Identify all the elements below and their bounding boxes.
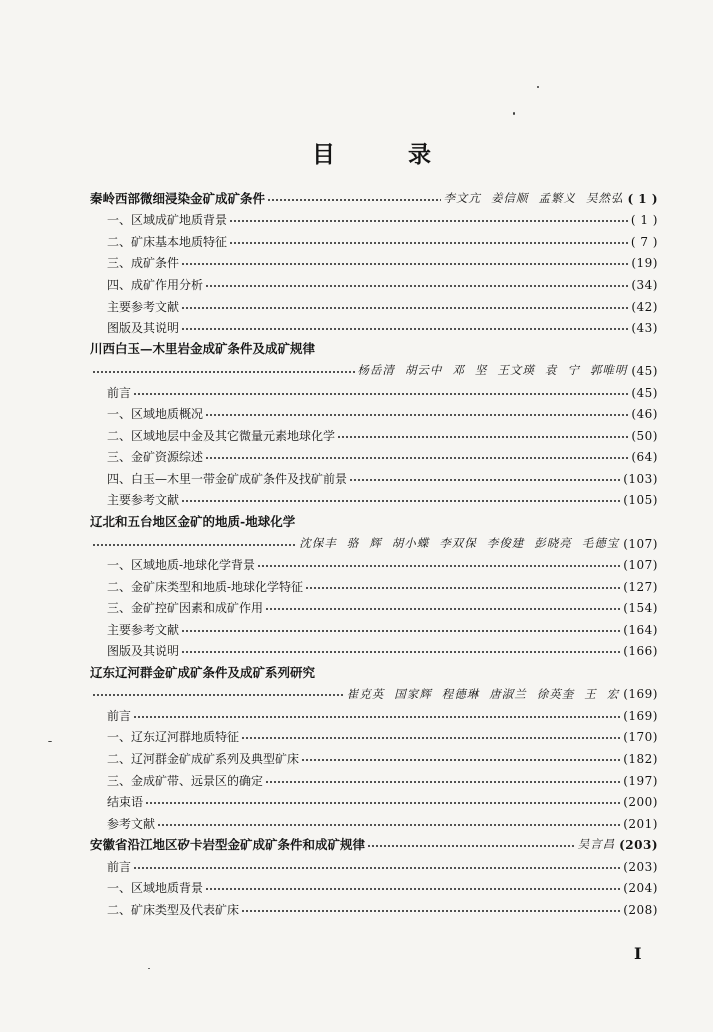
- dot-leader: [181, 258, 629, 270]
- toc-page-number: (127): [623, 579, 658, 594]
- dot-leader: [367, 840, 576, 852]
- toc-entry[interactable]: [90, 619, 658, 641]
- toc-page-number: (154): [623, 601, 658, 616]
- toc-entry-label: 图版及其说明: [107, 321, 180, 336]
- toc-entry[interactable]: [90, 727, 658, 749]
- author-name: 杨岳清: [357, 363, 395, 378]
- author-name: 李双保: [439, 535, 477, 550]
- dot-leader: [181, 323, 629, 335]
- toc-entry[interactable]: [90, 791, 658, 813]
- toc-page-number: (197): [623, 773, 658, 788]
- author-name: 辉: [369, 535, 382, 550]
- toc-entry[interactable]: [90, 296, 658, 318]
- toc-entry-label: 参考文献: [107, 816, 156, 831]
- toc-page-number: (164): [623, 622, 658, 637]
- dot-leader: [265, 776, 621, 788]
- toc-entry-label: 结束语: [107, 795, 144, 810]
- author-name: 坚: [474, 363, 488, 378]
- toc-entry-label: 一、区域成矿地质背景: [107, 213, 228, 228]
- toc-entry-label: 图版及其说明: [107, 644, 180, 659]
- toc-section-authors: [346, 686, 620, 701]
- toc-entry[interactable]: [90, 403, 658, 425]
- dot-leader: [337, 431, 629, 443]
- toc-entry-label: 一、区域地质-地球化学背景: [107, 558, 256, 573]
- toc-entry[interactable]: [90, 317, 658, 339]
- toc-page-number: (42): [631, 299, 658, 314]
- toc-page-number: (43): [631, 321, 658, 336]
- toc-entry[interactable]: [90, 597, 658, 619]
- author-name: 毛德宝: [581, 535, 620, 550]
- toc-entry[interactable]: [90, 770, 658, 792]
- toc-entry[interactable]: [90, 554, 658, 576]
- dot-leader: [92, 366, 355, 378]
- toc-entry-label: 二、辽河群金矿成矿系列及典型矿床: [107, 751, 300, 766]
- toc-section-title: 安徽省沿江地区矽卡岩型金矿成矿条件和成矿规律: [90, 836, 366, 852]
- scan-speck: [48, 741, 52, 742]
- toc-page-number: (105): [623, 493, 658, 508]
- toc-entry-label: 一、辽东辽河群地质特征: [107, 730, 240, 745]
- toc-page-number: (201): [623, 816, 658, 831]
- toc-page-number: (203): [619, 838, 658, 853]
- dot-leader: [157, 819, 621, 831]
- toc-entry[interactable]: [90, 878, 658, 900]
- author-name: 国家辉: [394, 686, 432, 701]
- toc-page-number: ( 1 ): [630, 213, 658, 228]
- dot-leader: [267, 194, 441, 206]
- toc-section-authors: [357, 365, 627, 377]
- dot-leader: [265, 603, 621, 615]
- toc-page-number: (169): [623, 708, 658, 723]
- author-name: 骆: [346, 535, 360, 550]
- toc-entry-label: 四、成矿作用分析: [107, 277, 204, 292]
- dot-leader: [133, 862, 621, 874]
- dot-leader: [229, 215, 629, 227]
- author-name: 李俊建: [486, 535, 525, 550]
- toc-title: [312, 134, 432, 170]
- author-name: 徐英奎: [536, 686, 575, 701]
- toc-entry[interactable]: [90, 705, 658, 727]
- toc-entry[interactable]: [90, 899, 658, 921]
- toc-page-number: (203): [623, 859, 658, 874]
- toc-page-number: (46): [631, 407, 658, 422]
- toc-page-number: (107): [623, 558, 658, 573]
- toc-entry-label: 一、区域地质背景: [107, 881, 204, 896]
- toc-page-number: (45): [631, 385, 658, 400]
- toc-entry-label: 二、区域地层中金及其它微量元素地球化学: [107, 428, 336, 443]
- toc-entry[interactable]: [90, 274, 658, 296]
- dot-leader: [181, 495, 621, 507]
- toc-entry-label: 三、金矿资源综述: [107, 450, 204, 465]
- toc-section-heading[interactable]: [90, 834, 658, 856]
- toc-entry-label: 主要参考文献: [107, 299, 180, 314]
- toc-title-right-char: 录: [408, 140, 432, 168]
- author-name: 吴言昌: [577, 837, 616, 852]
- toc-entry[interactable]: [90, 425, 658, 447]
- toc-section-authors-line: [90, 360, 658, 382]
- author-name: 郭唯明: [589, 363, 628, 378]
- toc-entry-label: 二、金矿床类型和地质-地球化学特征: [107, 579, 304, 594]
- table-of-contents: [90, 188, 658, 921]
- toc-entry-label: 三、金矿控矿因素和成矿作用: [107, 601, 264, 616]
- toc-entry-label: 二、矿床类型及代表矿床: [107, 902, 240, 917]
- toc-entry[interactable]: [90, 576, 658, 598]
- page-folio: I: [634, 944, 642, 963]
- toc-entry-label: 三、成矿条件: [107, 256, 180, 271]
- toc-entry-label: 三、金成矿带、远景区的确定: [107, 773, 264, 788]
- toc-section-title: 辽北和五台地区金矿的地质-地球化学: [90, 513, 296, 529]
- toc-section-authors-line: [90, 533, 658, 555]
- dot-leader: [181, 625, 621, 637]
- dot-leader: [301, 754, 621, 766]
- toc-entry[interactable]: [90, 253, 658, 275]
- toc-entry[interactable]: [90, 490, 658, 512]
- author-name: 吴然弘: [585, 191, 624, 206]
- dot-leader: [205, 452, 629, 464]
- scan-speck: [513, 112, 515, 115]
- author-name: 程德琳: [441, 686, 480, 701]
- toc-entry-label: 四、白玉—木里一带金矿成矿条件及找矿前景: [107, 471, 348, 486]
- dot-leader: [181, 646, 621, 658]
- toc-entry[interactable]: [90, 640, 658, 662]
- toc-section-authors-line: [90, 684, 658, 706]
- dot-leader: [229, 237, 629, 249]
- author-name: 王文瑛: [497, 363, 535, 378]
- toc-entry-label: 二、矿床基本地质特征: [107, 234, 228, 249]
- dot-leader: [181, 302, 629, 314]
- toc-section-title: 秦岭西部微细浸染金矿成矿条件: [90, 190, 266, 206]
- toc-page-number: (166): [623, 644, 658, 659]
- author-name: 胡云中: [404, 363, 443, 378]
- toc-entry[interactable]: [90, 447, 658, 469]
- toc-page-number: (169): [623, 687, 658, 702]
- author-name: 宁: [567, 363, 580, 378]
- author-name: 李文亢: [443, 191, 481, 206]
- toc-page-number: (34): [631, 277, 658, 292]
- toc-section-heading[interactable]: [90, 188, 658, 210]
- toc-page-number: (64): [631, 450, 658, 465]
- toc-section-title: 川西白玉—木里岩金成矿条件及成矿规律: [90, 341, 316, 357]
- toc-entry[interactable]: [90, 210, 658, 232]
- author-name: 王: [584, 686, 597, 701]
- toc-page-number: ( 7 ): [630, 234, 658, 249]
- toc-section-title: 辽东辽河群金矿成矿条件及成矿系列研究: [90, 664, 316, 680]
- toc-page-number: (204): [623, 881, 658, 896]
- author-name: 胡小蝶: [391, 535, 430, 550]
- toc-section-authors: [299, 535, 620, 550]
- toc-entry-label: 一、区域地质概况: [107, 407, 204, 422]
- toc-page-number: (50): [631, 428, 658, 443]
- toc-page-number: (170): [623, 730, 658, 745]
- dot-leader: [205, 883, 621, 895]
- toc-section-heading[interactable]: [90, 339, 658, 361]
- dot-leader: [241, 732, 621, 744]
- dot-leader: [133, 388, 629, 400]
- toc-section-authors: [443, 193, 623, 205]
- toc-entry[interactable]: [90, 748, 658, 770]
- toc-section-heading[interactable]: [90, 511, 658, 533]
- toc-page-number: (200): [623, 795, 658, 810]
- toc-entry-label: 主要参考文献: [107, 622, 180, 637]
- author-name: 宏: [606, 686, 620, 701]
- dot-leader: [133, 711, 621, 723]
- toc-page-number: (103): [623, 471, 658, 486]
- toc-entry[interactable]: [90, 468, 658, 490]
- dot-leader: [257, 560, 621, 572]
- toc-page-number: ( 1 ): [627, 191, 658, 206]
- dot-leader: [349, 474, 621, 486]
- toc-entry[interactable]: [90, 231, 658, 253]
- toc-page-number: (19): [631, 256, 658, 271]
- toc-entry[interactable]: [90, 382, 658, 404]
- toc-page-number: (107): [623, 536, 658, 551]
- dot-leader: [241, 905, 621, 917]
- author-name: 孟繁义: [538, 191, 576, 206]
- dot-leader: [205, 280, 629, 292]
- toc-entry-label: 前言: [107, 385, 132, 400]
- author-name: 姜信顺: [490, 191, 529, 206]
- toc-entry[interactable]: [90, 856, 658, 878]
- toc-section-authors: [578, 839, 616, 851]
- toc-page-number: (208): [623, 902, 658, 917]
- dot-leader: [92, 689, 345, 701]
- toc-entry-label: 主要参考文献: [107, 493, 180, 508]
- dot-leader: [92, 539, 297, 551]
- toc-entry-label: 前言: [107, 859, 132, 874]
- dot-leader: [305, 582, 621, 594]
- scan-speck: [537, 86, 539, 88]
- toc-page-number: (45): [631, 364, 658, 379]
- author-name: 沈保丰: [299, 535, 337, 550]
- author-name: 唐淑兰: [489, 686, 527, 701]
- toc-entry[interactable]: [90, 813, 658, 835]
- author-name: 崔克英: [346, 686, 385, 701]
- author-name: 袁: [544, 363, 558, 378]
- dot-leader: [145, 797, 621, 809]
- scan-speck: [148, 968, 150, 969]
- toc-title-left-char: 目: [312, 140, 336, 168]
- toc-page-number: (182): [623, 751, 658, 766]
- toc-section-heading[interactable]: [90, 662, 658, 684]
- author-name: 彭晓亮: [534, 535, 572, 550]
- toc-entry-label: 前言: [107, 708, 132, 723]
- dot-leader: [205, 409, 629, 421]
- author-name: 邓: [452, 363, 465, 378]
